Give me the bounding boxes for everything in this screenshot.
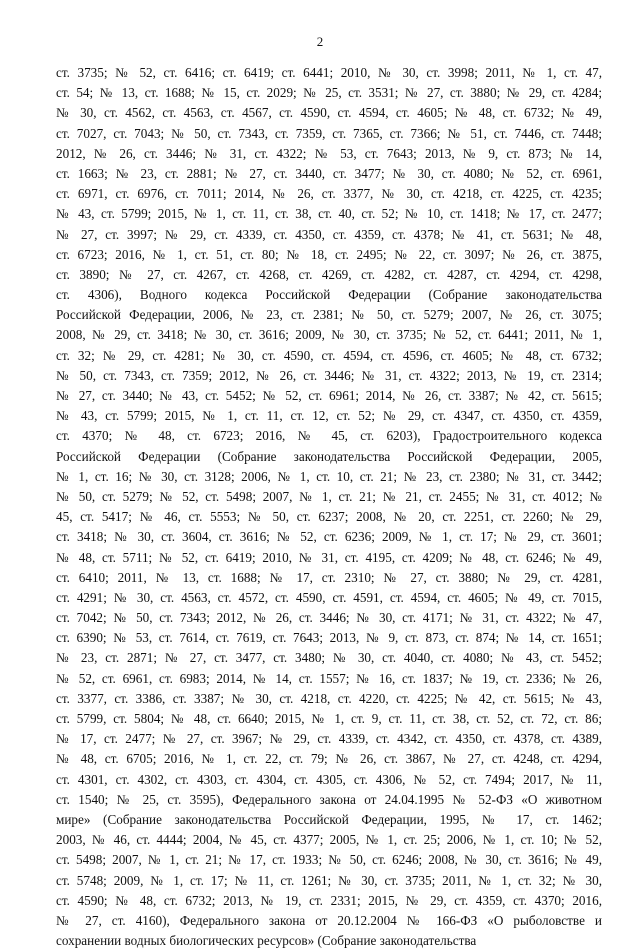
text-line: ст. 32; № 29, ст. 4281; № 30, ст. 4590, ст. 4594, ст. 4596, ст. 4605; № 48, ст. 6732; [56,347,602,363]
text-line: № 43, ст. 5799; 2015, № 1, ст. 11, ст. 12, ст. 52; № 29, ст. 4347, ст. 4350, ст. 4359, [56,408,602,424]
text-line: ст. 4370; № 48, ст. 6723; 2016, № 45, ст. 6203), Градостроительного кодекса [56,428,602,444]
text-line: № 50, ст. 7343, ст. 7359; 2012, № 26, ст. 3446; № 31, ст. 4322; 2013, № 19, ст. 2314; [56,367,602,383]
text-line: № 43, ст. 5799; 2015, № 1, ст. 11, ст. 38, ст. 40, ст. 52; № 10, ст. 1418; № 17, ст. 2477; [56,206,602,222]
text-line: ст. 7042; № 50, ст. 7343; 2012, № 26, ст. 3446; № 30, ст. 4171; № 31, ст. 4322; № 47, [56,610,602,626]
text-line: ст. 5799, ст. 5804; № 48, ст. 6640; 2015, № 1, ст. 9, ст. 11, ст. 38, ст. 52, ст. 72, ст. 86; [56,711,602,726]
text-line: № 50, ст. 5279; № 52, ст. 5498; 2007, № 1, ст. 21; № 21, ст. 2455; № 31, ст. 4012; № [56,488,602,504]
text-line: ст. 4301, ст. 4302, ст. 4303, ст. 4304, ст. 4305, ст. 4306, № 52, ст. 7494; 2017, № 11, [56,771,602,787]
text-line: № 27, ст. 4160), Федерального закона от 20.12.2004 № 166-ФЗ «О рыболовстве и [56,912,602,928]
text-line: № 30, ст. 4562, ст. 4563, ст. 4567, ст. 4590, ст. 4594, ст. 4605; № 48, ст. 6732; № 49, [56,105,602,121]
text-line: № 27, ст. 3440; № 43, ст. 5452; № 52, ст. 6961; 2014, № 26, ст. 3387; № 42, ст. 5615; [56,388,602,403]
text-line: сохранении водных биологических ресурсов» (Собрание законодательства [56,933,477,949]
text-line: ст. 3890; № 27, ст. 4267, ст. 4268, ст. 4269, ст. 4282, ст. 4287, ст. 4294, ст. 4298, [56,266,602,282]
text-line: ст. 3735; № 52, ст. 6416; ст. 6419; ст. 6441; 2010, № 30, ст. 3998; 2011, № 1, ст. 47, [56,65,602,80]
text-line: Российской Федерации (Собрание законодательства Российской Федерации, 2005, [56,448,602,464]
text-line: ст. 5748; 2009, № 1, ст. 17; № 11, ст. 1261; № 30, ст. 3735; 2011, № 1, ст. 32; № 30, [56,872,602,888]
text-line: ст. 54; № 13, ст. 1688; № 15, ст. 2029; № 25, ст. 3531; № 27, ст. 3880; № 29, ст. 4284; [56,85,602,101]
text-line: 45, ст. 5417; № 46, ст. 5553; № 50, ст. 6237; 2008, № 20, ст. 2251, ст. 2260; № 29, [56,509,602,525]
body-text [56,63,602,951]
text-line: 2012, № 26, ст. 3446; № 31, ст. 4322; № 53, ст. 7643; 2013, № 9, ст. 873; № 14, [56,145,602,161]
text-line: ст. 6971, ст. 6976, ст. 7011; 2014, № 26, ст. 3377, № 30, ст. 4218, ст. 4225, ст. 4235; [56,186,602,202]
text-line: 2008, № 29, ст. 3418; № 30, ст. 3616; 2009, № 30, ст. 3735; № 52, ст. 6441; 2011, № 1, [56,327,602,343]
text-line: № 48, ст. 6705; 2016, № 1, ст. 22, ст. 79; № 26, ст. 3867, № 27, ст. 4248, ст. 4294, [56,751,602,767]
text-line: ст. 6390; № 53, ст. 7614, ст. 7619, ст. 7643; 2013, № 9, ст. 873, ст. 874; № 14, ст. 1651; [56,630,602,646]
text-line: ст. 7027, ст. 7043; № 50, ст. 7343, ст. 7359, ст. 7365, ст. 7366; № 51, ст. 7446, ст. 7448; [56,125,602,141]
text-line: ст. 5498; 2007, № 1, ст. 21; № 17, ст. 1933; № 50, ст. 6246; 2008, № 30, ст. 3616; № 49, [56,852,602,868]
text-line: ст. 4590; № 48, ст. 6732; 2013, № 19, ст. 2331; 2015, № 29, ст. 4359, ст. 4370; 2016, [56,892,602,908]
text-line: ст. 3418; № 30, ст. 3604, ст. 3616; № 52, ст. 6236; 2009, № 1, ст. 17; № 29, ст. 3601; [56,529,602,545]
text-line: № 1, ст. 16; № 30, ст. 3128; 2006, № 1, ст. 10, ст. 21; № 23, ст. 2380; № 31, ст. 3442; [56,468,602,484]
text-line: ст. 4306), Водного кодекса Российской Федерации (Собрание законодательства [56,287,602,303]
text-line: мире» (Собрание законодательства Российской Федерации, 1995, № 17, ст. 1462; [56,811,602,827]
text-line: ст. 6410; 2011, № 13, ст. 1688; № 17, ст. 2310; № 27, ст. 3880; № 29, ст. 4281, [56,569,602,585]
text-line: ст. 1663; № 23, ст. 2881; № 27, ст. 3440, ст. 3477; № 30, ст. 4080; № 52, ст. 6961, [56,165,602,181]
text-line: № 52, ст. 6961, ст. 6983; 2014, № 14, ст. 1557; № 16, ст. 1837; № 19, ст. 2336; № 26, [56,670,602,686]
text-line: Российской Федерации, 2006, № 23, ст. 2381; № 50, ст. 5279; 2007, № 26, ст. 3075; [56,307,602,323]
text-line: № 48, ст. 5711; № 52, ст. 6419; 2010, № 31, ст. 4195, ст. 4209; № 48, ст. 6246; № 49, [56,549,602,565]
text-line: № 17, ст. 2477; № 27, ст. 3967; № 29, ст. 4339, ст. 4342, ст. 4350, ст. 4378, ст. 4389, [56,731,602,747]
text-line: № 23, ст. 2871; № 27, ст. 3477, ст. 3480; № 30, ст. 4040, ст. 4080; № 43, ст. 5452; [56,650,602,666]
text-line: ст. 3377, ст. 3386, ст. 3387; № 30, ст. 4218, ст. 4220, ст. 4225; № 42, ст. 5615; № 43, [56,690,602,706]
page-number: 2 [316,34,324,49]
text-line: ст. 4291; № 30, ст. 4563, ст. 4572, ст. 4590, ст. 4591, ст. 4594, ст. 4605; № 49, ст. 7015, [56,589,602,605]
text-line: ст. 1540; № 25, ст. 3595), Федерального закона от 24.04.1995 № 52-ФЗ «О животном [56,791,602,807]
text-line: 2003, № 46, ст. 4444; 2004, № 45, ст. 4377; 2005, № 1, ст. 25; 2006, № 1, ст. 10; № 52, [56,832,602,848]
text-line: ст. 6723; 2016, № 1, ст. 51, ст. 80; № 18, ст. 2495; № 22, ст. 3097; № 26, ст. 3875, [56,246,602,262]
text-line: № 27, ст. 3997; № 29, ст. 4339, ст. 4350, ст. 4359, ст. 4378; № 41, ст. 5631; № 48, [56,226,602,242]
